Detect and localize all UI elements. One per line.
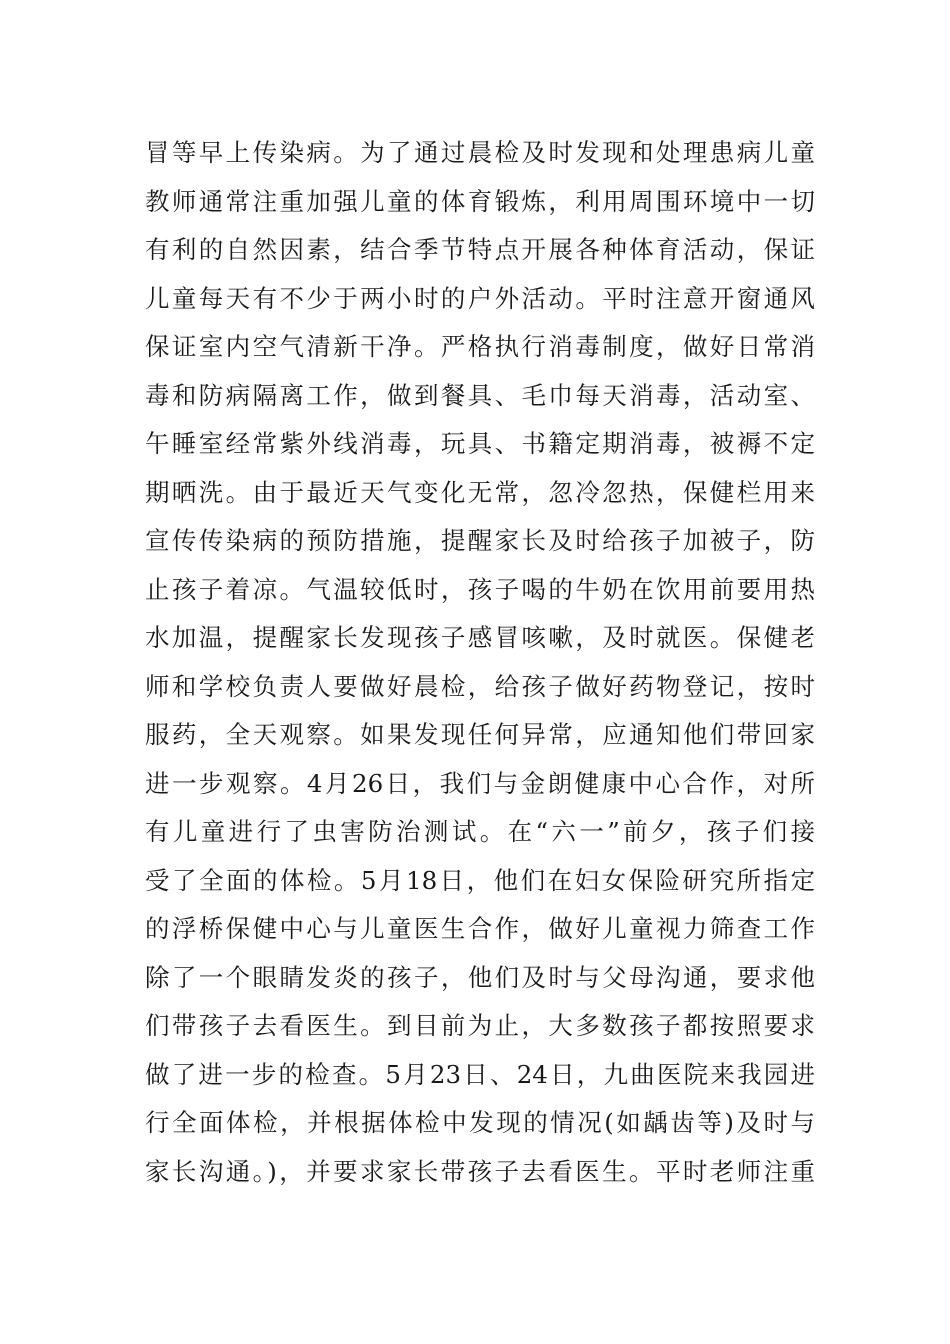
text-line: 家长沟通。)，并要求家长带孩子去看医生。平时老师注重 bbox=[145, 1156, 815, 1186]
text-line: 冒等早上传染病。为了通过晨检及时发现和处理患病儿童 bbox=[145, 138, 815, 167]
text-line: 教师通常注重加强儿童的体育锻炼，利用周围环境中一切 bbox=[145, 186, 815, 216]
text-line: 水加温，提醒家长发现孩子感冒咳嗽，及时就医。保健老 bbox=[145, 623, 815, 652]
text-line: 行全面体检，并根据体检中发现的情况(如龋齿等)及时与 bbox=[145, 1108, 815, 1137]
text-line: 期晒洗。由于最近天气变化无常，忽冷忽热，保健栏用来 bbox=[145, 477, 815, 507]
body-paragraph bbox=[145, 129, 815, 1196]
text-line: 们带孩子去看医生。到目前为止，大多数孩子都按照要求 bbox=[145, 1011, 815, 1040]
text-line: 止孩子着凉。气温较低时，孩子喝的牛奶在饮用前要用热 bbox=[145, 574, 815, 604]
text-line: 的浮桥保健中心与儿童医生合作，做好儿童视力筛查工作 bbox=[145, 914, 815, 943]
text-line: 进一步观察。4月26日，我们与金朗健康中心合作，对所 bbox=[145, 768, 815, 798]
text-line: 做了进一步的检查。5月23日、24日，九曲医院来我园进 bbox=[145, 1059, 815, 1089]
text-line: 午睡室经常紫外线消毒，玩具、书籍定期消毒，被褥不定 bbox=[145, 429, 815, 458]
text-line: 有儿童进行了虫害防治测试。在“六一”前夕，孩子们接 bbox=[145, 817, 815, 846]
text-line: 宣传传染病的预防措施，提醒家长及时给孩子加被子，防 bbox=[145, 526, 815, 555]
text-line: 师和学校负责人要做好晨检，给孩子做好药物登记，按时 bbox=[145, 671, 815, 701]
text-line: 毒和防病隔离工作，做到餐具、毛巾每天消毒，活动室、 bbox=[145, 380, 815, 410]
text-line: 服药，全天观察。如果发现任何异常，应通知他们带回家 bbox=[145, 720, 815, 749]
text-line: 受了全面的体检。5月18日，他们在妇女保险研究所指定 bbox=[145, 865, 815, 895]
text-line: 儿童每天有不少于两小时的户外活动。平时注意开窗通风 bbox=[145, 283, 815, 313]
text-line: 除了一个眼睛发炎的孩子，他们及时与父母沟通，要求他 bbox=[145, 962, 815, 992]
text-line: 有利的自然因素，结合季节特点开展各种体育活动，保证 bbox=[145, 235, 815, 264]
text-line: 保证室内空气清新干净。严格执行消毒制度，做好日常消 bbox=[145, 332, 815, 361]
